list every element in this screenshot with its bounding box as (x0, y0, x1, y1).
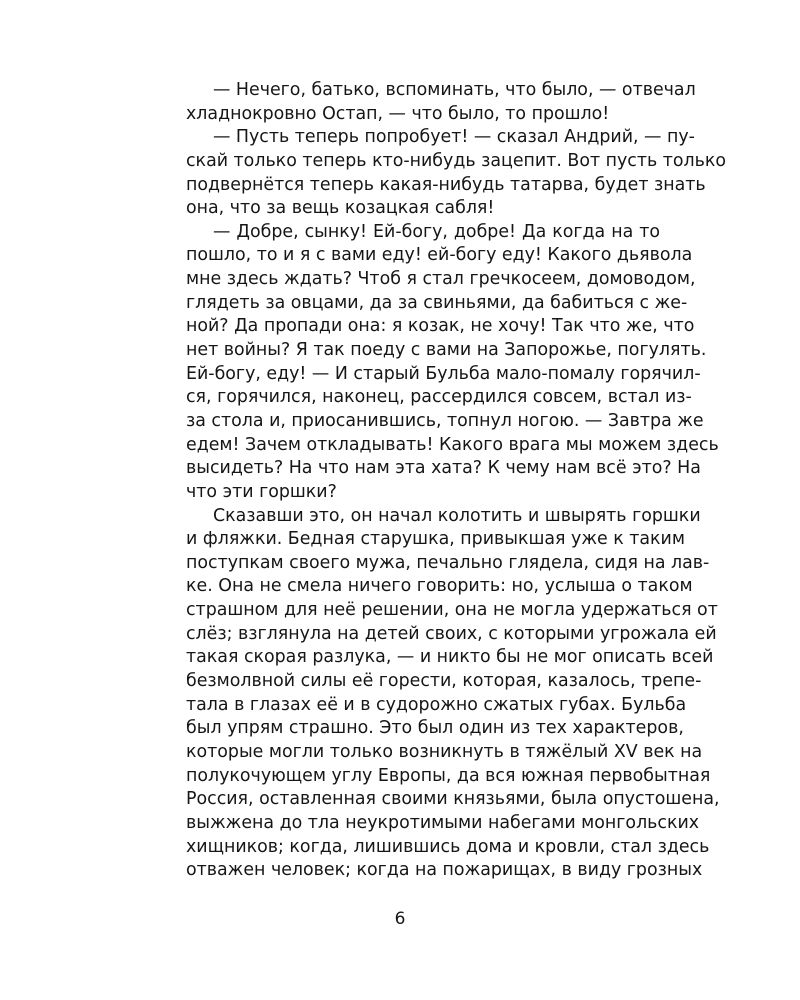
text-line: за стола и, приосанившись, топнул ногою. — Завтра же (186, 410, 704, 431)
text-line: глядеть за овцами, да за свиньями, да бабиться с же- (186, 292, 688, 313)
text-line: Россия, оставленная своими князьями, была опустошена, (186, 789, 720, 810)
text-line: что эти горшки? (186, 481, 337, 502)
text-line: безмолвной силы её горести, которая, казалось, трепе- (186, 671, 702, 692)
text-line: был упрям страшно. Это был один из тех характеров, (186, 718, 684, 739)
text-line: пошло, то и я с вами еду! ей-богу еду! Какого дьявола (186, 245, 693, 266)
text-line: — Добре, сынку! Ей-богу, добре! Да когда на то (213, 221, 660, 242)
text-line: — Нечего, батько, вспоминать, что было, — отвечал (213, 80, 696, 100)
text-line: — Пусть теперь попробует! — сказал Андрий, — пу- (213, 127, 695, 148)
page-number: 6 (394, 909, 406, 929)
text-line: скай только теперь кто-нибудь зацепит. Вот пусть только (186, 150, 727, 171)
text-line: ке. Она не смела ничего говорить: но, услыша о таком (186, 576, 693, 597)
body-text (186, 79, 727, 883)
text-line: подвернётся теперь какая-нибудь татарва, будет знать (186, 174, 706, 195)
text-line: она, что за вещь козацкая сабля! (186, 198, 495, 219)
text-line: ной? Да пропади она: я козак, не хочу! Так что же, что (186, 316, 695, 337)
text-line: едем! Зачем откладывать! Какого врага мы можем здесь (186, 434, 719, 455)
text-line: хладнокровно Остап, — что было, то прошло! (186, 103, 610, 124)
text-line: нет войны? Я так поеду с вами на Запорожье, погулять. (186, 340, 707, 361)
text-line: выжжена до тла неукротимыми набегами монгольских (186, 812, 700, 833)
text-line: Ей-богу, еду! — И старый Бульба мало-помалу горячил- (186, 363, 701, 384)
text-line: тала в глазах её и в судорожно сжатых губах. Бульба (186, 694, 687, 715)
text-line: мне здесь ждать? Чтоб я стал гречкосеем, домоводом, (186, 269, 696, 290)
text-line: слёз; взглянула на детей своих, с которыми угрожала ей (186, 623, 717, 644)
text-line: поступкам своего мужа, печально глядела, сидя на лав- (186, 552, 710, 573)
text-line: такая скорая разлука, — и никто бы не мог описать всей (186, 647, 714, 668)
text-line: хищников; когда, лишившись дома и кровли, стал здесь (186, 836, 710, 857)
text-line: которые могли только возникнуть в тяжёлый XV век на (186, 741, 703, 762)
text-line: полукочующем углу Европы, да вся южная первобытная (186, 765, 711, 786)
text-line: отважен человек; когда на пожарищах, в виду грозных (186, 860, 703, 881)
text-line: ся, горячился, наконец, рассердился совсем, встал из- (186, 387, 692, 408)
text-line: высидеть? На что нам эта хата? К чему нам всё это? На (186, 458, 701, 479)
text-line: и фляжки. Бедная старушка, привыкшая уже к таким (186, 529, 685, 550)
text-line: Сказавши это, он начал колотить и швырять горшки (213, 505, 701, 526)
text-line: страшном для неё решении, она не могла удержаться от (186, 600, 718, 621)
